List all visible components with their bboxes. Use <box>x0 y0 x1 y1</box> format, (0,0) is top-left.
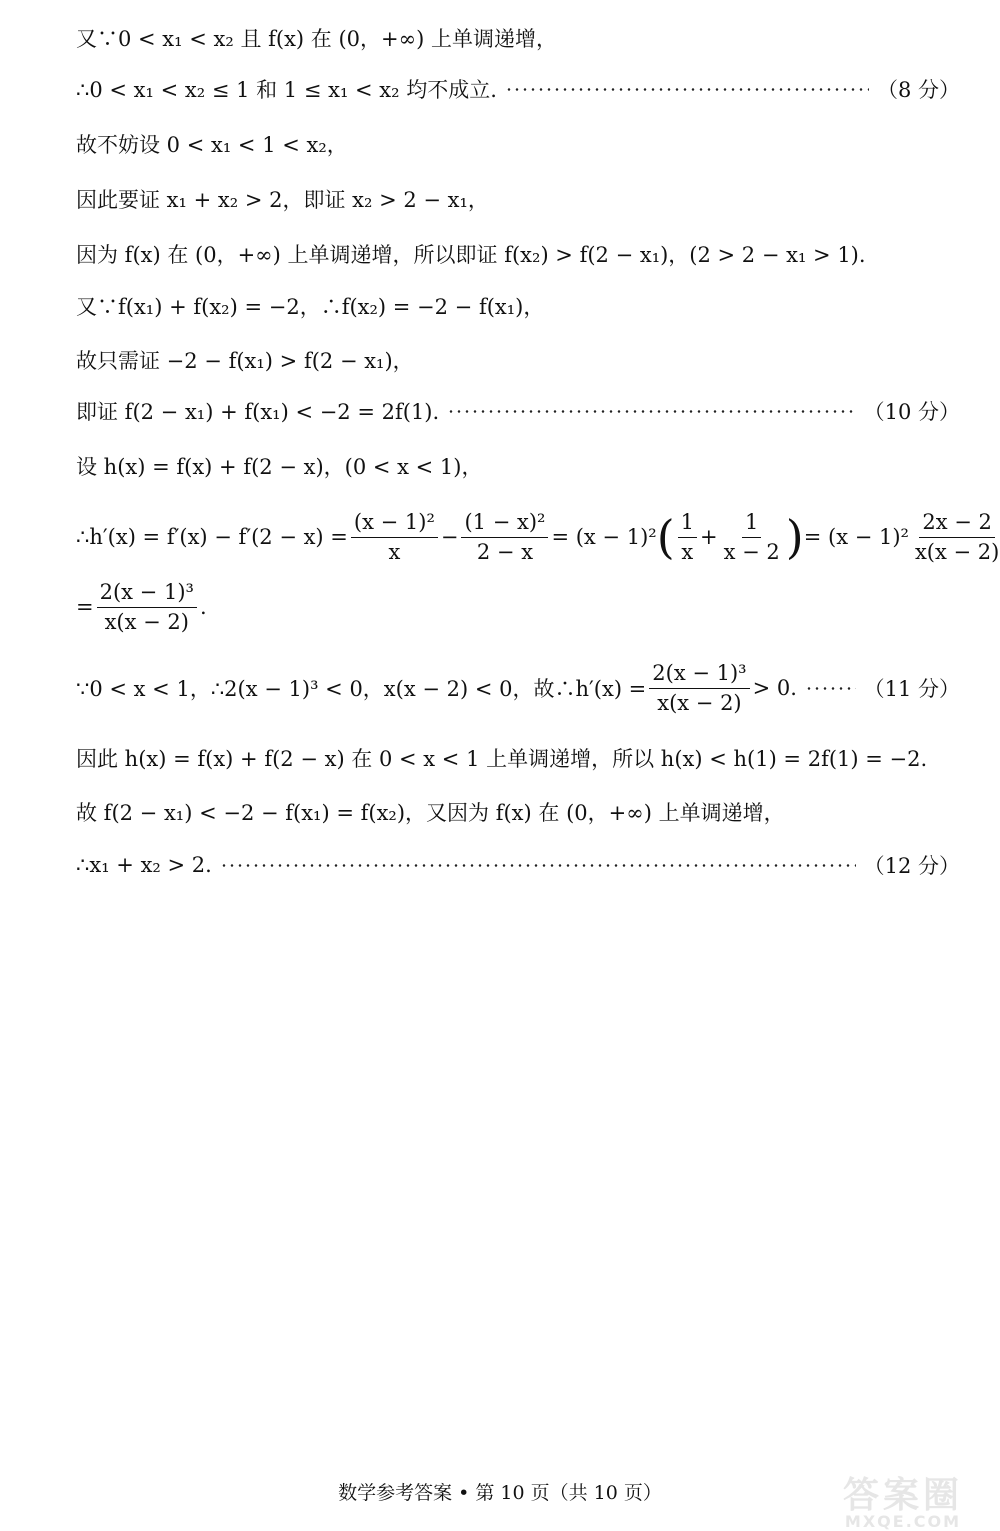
fraction-denominator: x(x − 2) <box>914 539 1000 564</box>
fraction-1 <box>351 510 438 563</box>
score-label: （8 分） <box>876 78 960 102</box>
line-text: 故不妨设 0 < x₁ < 1 < x₂， <box>76 133 348 157</box>
line-text: 又∵f(x₁) + f(x₂) = −2，∴f(x₂) = −2 − f(x₁)， <box>76 295 545 319</box>
score-label: （10 分） <box>863 400 960 424</box>
line-text: 设 h(x) = f(x) + f(2 − x)，(0 < x < 1)， <box>76 455 483 479</box>
line-text: 因为 f(x) 在 (0，+∞) 上单调递增，所以即证 f(x₂) > f(2 − x₁)，(2 > 2 − x₁ > 1). <box>76 243 866 267</box>
derivative-continuation <box>76 575 960 639</box>
derivative-lhs: ∴h′(x) = f′(x) − f′(2 − x) = <box>76 525 348 549</box>
fraction-denominator: x <box>388 539 401 564</box>
operator: − <box>440 525 459 549</box>
solution-line-2 <box>76 72 960 106</box>
period: . <box>199 595 207 619</box>
solution-line-13 <box>76 741 960 775</box>
leader-dots <box>447 410 855 413</box>
fraction-numerator: (x − 1)² <box>351 510 438 537</box>
fraction-4 <box>721 510 783 563</box>
fraction-result <box>97 580 197 633</box>
fraction-denominator: x(x − 2) <box>104 609 189 634</box>
fraction-5 <box>912 510 1000 563</box>
score-label: （11 分） <box>863 677 960 701</box>
solution-line-5 <box>76 237 960 271</box>
solution-line-9 <box>76 449 960 483</box>
fraction-numerator: 2(x − 1)³ <box>97 580 197 607</box>
solution-line-12 <box>76 656 960 720</box>
watermark-logo <box>828 1475 978 1531</box>
operator: + <box>700 525 718 549</box>
fraction-denominator: x − 2 <box>723 539 780 564</box>
fraction-3 <box>678 510 697 563</box>
leader-dots <box>805 687 856 690</box>
equals-segment: = (x − 1)² <box>803 525 909 549</box>
fraction-2 <box>461 510 548 563</box>
fraction-numerator: 2(x − 1)³ <box>649 661 749 688</box>
solution-line-1 <box>76 21 960 55</box>
watermark-top: 答案圈 <box>842 1475 963 1516</box>
line-text: ∴x₁ + x₂ > 2. <box>76 853 212 877</box>
equals-sign: = <box>76 595 94 619</box>
fraction-derivative <box>649 661 749 714</box>
fraction-denominator: x(x − 2) <box>657 690 742 715</box>
fraction-numerator: (1 − x)² <box>461 510 548 537</box>
score-label: （12 分） <box>863 854 960 878</box>
line-text: 故只需证 −2 − f(x₁) > f(2 − x₁)， <box>76 349 414 373</box>
fraction-numerator: 1 <box>742 510 761 537</box>
derivative-line <box>76 505 1000 569</box>
fraction-denominator: x <box>681 539 694 564</box>
leader-dots <box>220 864 856 867</box>
line-text: ∵0 < x < 1，∴2(x − 1)³ < 0，x(x − 2) < 0，故∴h′(x) = <box>76 677 647 701</box>
page-footer: 数学参考答案 • 第 10 页（共 10 页） <box>338 1482 662 1504</box>
solution-line-8 <box>76 394 960 428</box>
solution-line-15 <box>76 848 960 882</box>
solution-line-3 <box>76 127 960 161</box>
equals-segment: = (x − 1)² <box>551 525 657 549</box>
line-text: ∴0 < x₁ < x₂ ≤ 1 和 1 ≤ x₁ < x₂ 均不成立. <box>76 78 497 102</box>
line-text: 故 f(2 − x₁) < −2 − f(x₁) = f(x₂)，又因为 f(x) 在 (0，+∞) 上单调递增， <box>76 801 785 825</box>
line-text: 因此要证 x₁ + x₂ > 2，即证 x₂ > 2 − x₁， <box>76 188 489 212</box>
fraction-numerator: 2x − 2 <box>919 510 995 537</box>
line-text: 因此 h(x) = f(x) + f(2 − x) 在 0 < x < 1 上单调递增，所以 h(x) < h(1) = 2f(1) = −2. <box>76 747 928 771</box>
leader-dots <box>505 88 869 91</box>
line-text: 即证 f(2 − x₁) + f(x₁) < −2 = 2f(1). <box>76 400 440 424</box>
solution-line-7 <box>76 343 960 377</box>
fraction-denominator: 2 − x <box>476 539 534 564</box>
watermark-bottom: MXQE.COM <box>844 1512 962 1531</box>
solution-line-6 <box>76 289 960 323</box>
right-paren: ) <box>785 510 804 564</box>
solution-line-14 <box>76 795 960 829</box>
left-paren: ( <box>656 510 675 564</box>
fraction-numerator: 1 <box>678 510 697 537</box>
solution-line-4 <box>76 182 960 216</box>
inequality-suffix: > 0. <box>752 676 797 700</box>
line-text: 又∵0 < x₁ < x₂ 且 f(x) 在 (0，+∞) 上单调递增， <box>76 27 557 51</box>
